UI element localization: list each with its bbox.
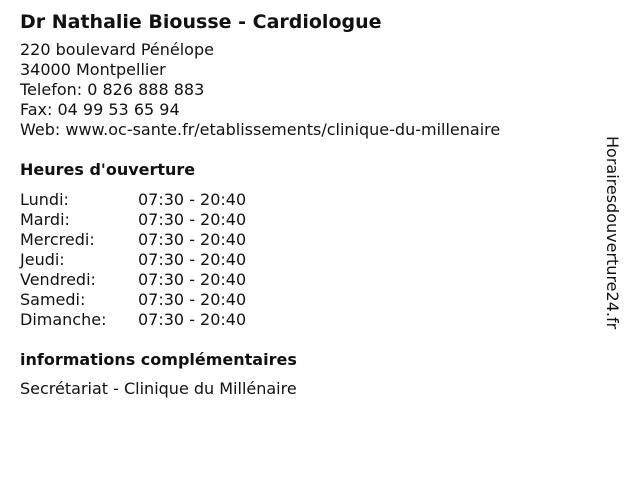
- business-card: [20, 8, 600, 399]
- page-title: Dr Nathalie Biousse - Cardiologue: [20, 11, 382, 33]
- hours-row-dimanche: [20, 310, 600, 330]
- hours-day: Jeudi:: [20, 250, 65, 269]
- hours-time: 07:30 - 20:40: [138, 250, 247, 269]
- side-brand-watermark: Horairesdouverture24.fr: [603, 136, 622, 330]
- extra-info-heading: informations complémentaires: [20, 350, 297, 369]
- address-city: 34000 Montpellier: [20, 60, 166, 79]
- website-link: Web: www.oc-sante.fr/etablissements/clinique-du-millenaire: [20, 120, 501, 139]
- hours-day: Samedi:: [20, 290, 86, 309]
- hours-row-jeudi: [20, 250, 600, 270]
- address-block: [20, 40, 600, 140]
- hours-time: 07:30 - 20:40: [138, 190, 247, 209]
- hours-time: 07:30 - 20:40: [138, 270, 247, 289]
- hours-row-samedi: [20, 290, 600, 310]
- hours-day: Mardi:: [20, 210, 70, 229]
- hours-row-mardi: [20, 210, 600, 230]
- hours-day: Lundi:: [20, 190, 69, 209]
- fax-number: Fax: 04 99 53 65 94: [20, 100, 180, 119]
- hours-row-vendredi: [20, 270, 600, 290]
- hours-time: 07:30 - 20:40: [138, 310, 247, 329]
- hours-day: Mercredi:: [20, 230, 95, 249]
- phone-number: Telefon: 0 826 888 883: [20, 80, 205, 99]
- extra-info-text: Secrétariat - Clinique du Millénaire: [20, 379, 297, 398]
- hours-day: Dimanche:: [20, 310, 107, 329]
- address-street: 220 boulevard Pénélope: [20, 40, 214, 59]
- opening-hours-table: [20, 190, 600, 330]
- hours-row-mercredi: [20, 230, 600, 250]
- hours-time: 07:30 - 20:40: [138, 210, 247, 229]
- hours-time: 07:30 - 20:40: [138, 290, 247, 309]
- hours-row-lundi: [20, 190, 600, 210]
- hours-day: Vendredi:: [20, 270, 96, 289]
- hours-time: 07:30 - 20:40: [138, 230, 247, 249]
- hours-heading: Heures d'ouverture: [20, 160, 196, 179]
